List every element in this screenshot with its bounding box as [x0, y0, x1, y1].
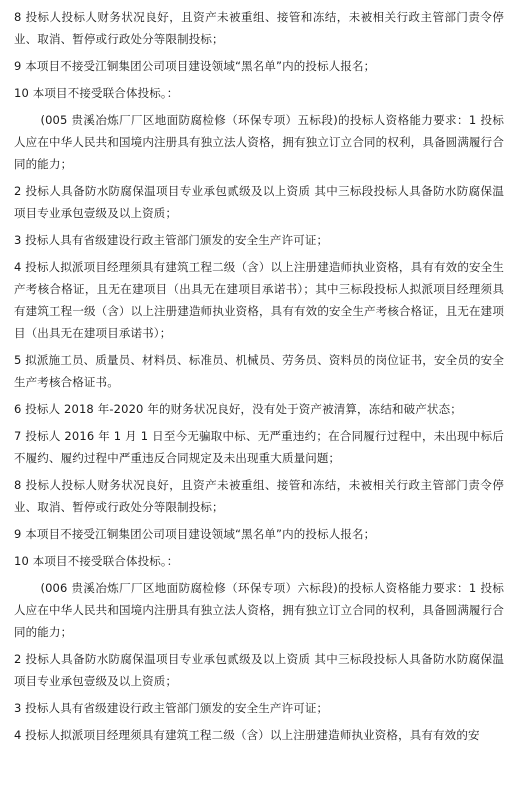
paragraph: 7 投标人 2016 年 1 月 1 日至今无骗取中标、无严重违约；在合同履行过程中，未出现中标后不履约、履约过程中严重违反合同规定及未出现重大质量问题； [14, 429, 504, 465]
paragraph: 9 本项目不接受江铜集团公司项目建设领域“黑名单”内的投标人报名； [14, 59, 376, 73]
paragraph: 9 本项目不接受江铜集团公司项目建设领域“黑名单”内的投标人报名； [14, 527, 376, 541]
paragraph: 8 投标人投标人财务状况良好，且资产未被重组、接管和冻结，未被相关行政主管部门责令停业、取消、暂停或行政处分等限制投标； [14, 478, 504, 514]
paragraph: 3 投标人具有省级建设行政主管部门颁发的安全生产许可证； [14, 701, 329, 715]
section-heading-paragraph: (006 贵溪冶炼厂厂区地面防腐检修（环保专项）六标段)的投标人资格能力要求：1 投标人应在中华人民共和国境内注册具有独立法人资格，拥有独立订立合同的权利，具备圆满履行合同的能力； [14, 581, 504, 639]
paragraph: 4 投标人拟派项目经理须具有建筑工程二级（含）以上注册建造师执业资格，具有有效的安全生产考核合格证，且无在建项目（出具无在建项目承诺书）；其中三标段投标人拟派项目经理须具有建筑工程一级（含）以上注册建造师执业资格，具有有效的安全生产考核合格证，且无在建项目（出具无在建项目承诺书）； [14, 260, 504, 340]
paragraph: 8 投标人投标人财务状况良好，且资产未被重组、接管和冻结，未被相关行政主管部门责令停业、取消、暂停或行政处分等限制投标； [14, 10, 504, 46]
paragraph: 2 投标人具备防水防腐保温项目专业承包贰级及以上资质 其中三标段投标人具备防水防腐保温项目专业承包壹级及以上资质； [14, 652, 504, 688]
paragraph: 5 拟派施工员、质量员、材料员、标准员、机械员、劳务员、资料员的岗位证书，安全员的安全生产考核合格证书。 [14, 353, 504, 389]
paragraph: 2 投标人具备防水防腐保温项目专业承包贰级及以上资质 其中三标段投标人具备防水防腐保温项目专业承包壹级及以上资质； [14, 184, 504, 220]
paragraph: 10 本项目不接受联合体投标。： [14, 554, 179, 568]
paragraph: 3 投标人具有省级建设行政主管部门颁发的安全生产许可证； [14, 233, 329, 247]
paragraph: 6 投标人 2018 年-2020 年的财务状况良好，没有处于资产被清算，冻结和破产状态； [14, 402, 462, 416]
paragraph: 10 本项目不接受联合体投标。： [14, 86, 179, 100]
section-heading-paragraph: (005 贵溪冶炼厂厂区地面防腐检修（环保专项）五标段)的投标人资格能力要求：1 投标人应在中华人民共和国境内注册具有独立法人资格，拥有独立订立合同的权利，具备圆满履行合同的能力； [14, 113, 504, 171]
paragraph: 4 投标人拟派项目经理须具有建筑工程二级（含）以上注册建造师执业资格，具有有效的安 [14, 728, 480, 742]
